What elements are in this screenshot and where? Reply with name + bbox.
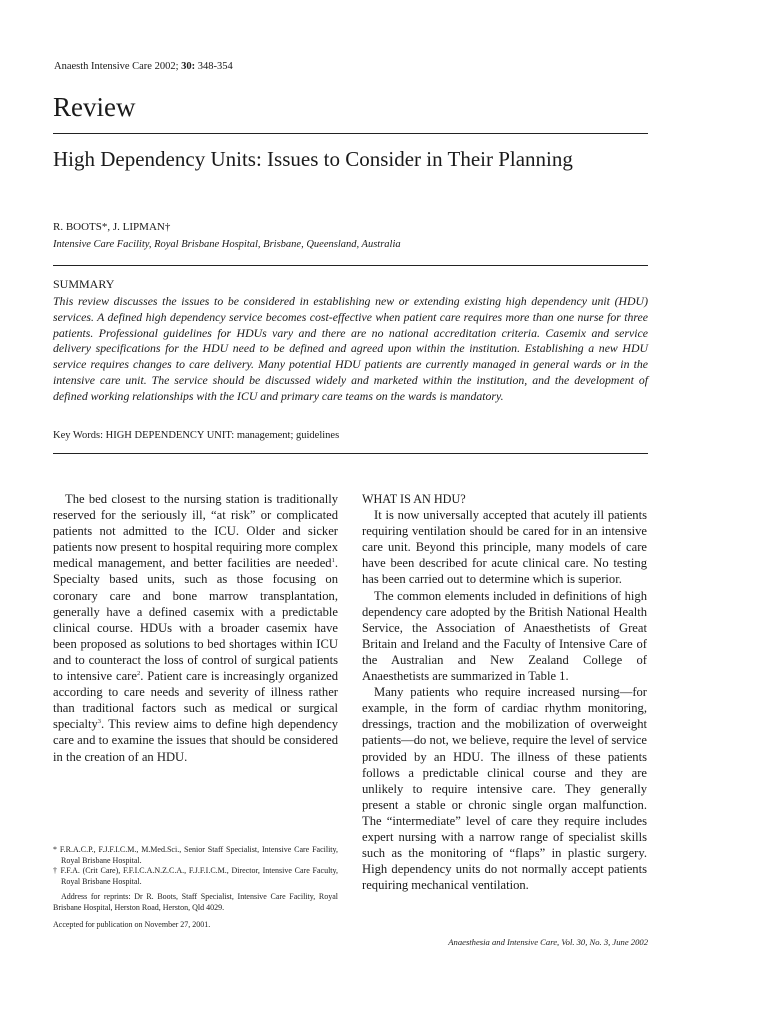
intro-paragraph (53, 491, 338, 765)
section-label: Review (53, 92, 136, 122)
header-divider (53, 133, 648, 134)
keywords: Key Words: HIGH DEPENDENCY UNIT: management; guidelines (53, 430, 340, 441)
reference-1: 1 (331, 557, 335, 565)
body-paragraph: The common elements included in definitions of high dependency care adopted by the British National Health Service, the Association of Anaesthetists of Great Britain and Ireland and the Faculty of Intensive Care of the Australian and New Zealand College of Anaesthetists are summarized in Table 1. (362, 588, 647, 684)
citation-pages: 348-354 (197, 61, 233, 72)
journal-footer: Anaesthesia and Intensive Care, Vol. 30, No. 3, June 2002 (448, 937, 648, 947)
article-title: High Dependency Units: Issues to Consider in Their Planning (53, 147, 573, 171)
reference-2: 2 (136, 669, 141, 677)
right-column (362, 491, 647, 893)
intro-text-3: . Patient care is increasingly organized according to care needs and severity of illness rather than traditional factors such as medical or surgical specialty (53, 669, 339, 732)
summary-top-divider (53, 265, 648, 266)
citation-volume: 30: (181, 61, 196, 72)
body-paragraph: It is now universally accepted that acutely ill patients requiring ventilation should be cared for in an intensive care unit. Beyond this principle, many models of care have been described for acute clinical care. No testing has been carried out to determine which is superior. (362, 508, 647, 587)
footnote-1: * F.R.A.C.P., F.J.F.I.C.M., M.Med.Sci., Senior Staff Specialist, Intensive Care Facility, Royal Brisbane Hospital. (53, 845, 338, 865)
abstract-text: This review discusses the issues to be considered in establishing new or extending existing high dependency unit (HDU) services. A defined high dependency service becomes cost-effective when patient care requires more than one nurse for three patients. Professional guidelines for HDUs vary and there are no national accreditation criteria. Casemix and service delivery specifications for the HDU need to be defined and agreed upon within the institution. Establishing a new HDU service requires changes to care delivery. Many potential HDU patients are currently managed in general wards or in the intensive care unit. The service should be discussed widely and marketed within the institution, and the development of defined working relationships with the ICU and primary care teams on the wards is mandatory. (53, 294, 648, 403)
intro-text-2: . Specialty based units, such as those focusing on coronary care and bone marrow transplantation, generally have a defined casemix with a predictable clinical course. HDUs with a broader casemix have been proposed as solutions to bed shortages within ICU and to counteract the loss of control of surgical patients to intensive care (53, 556, 338, 684)
affiliation: Intensive Care Facility, Royal Brisbane Hospital, Brisbane, Queensland, Australia (53, 239, 401, 250)
body-paragraph: Many patients who require increased nursing—for example, in the form of cardiac rhythm monitoring, dressings, traction and the mobilization of overweight patients—do not, we believe, require the level of service provided by an HDU. The illness of these patients follows a predictable clinical course and they are unlikely to require intensive care. They generally present a stable or chronic single organ malfunction. The “intermediate” level of care they require includes expert nursing with a narrow range of specialist skills such as the monitoring of “flaps” in plastic surgery. High dependency units do not normally accept patients requiring mechanical ventilation. (362, 685, 647, 893)
accepted-date: Accepted for publication on November 27, 2001. (53, 919, 211, 929)
footnote-2: † F.F.A. (Crit Care), F.F.I.C.A.N.Z.C.A., F.J.F.I.C.M., Director, Intensive Care Faculty, Royal Brisbane Hospital. (53, 866, 338, 886)
journal-citation (54, 61, 233, 72)
left-column (53, 491, 338, 765)
summary-bottom-divider (53, 453, 648, 454)
authors: R. BOOTS*, J. LIPMAN† (53, 221, 171, 233)
reprint-address: Address for reprints: Dr R. Boots, Staff Specialist, Intensive Care Facility, Royal Brisbane Hospital, Herston Road, Herston, Qld 4029. (53, 892, 338, 912)
citation-prefix: Anaesth Intensive Care 2002; (54, 61, 179, 72)
section-heading-what-is-hdu: WHAT IS AN HDU? (362, 492, 466, 506)
intro-text-4: . This review aims to define high dependency care and to examine the issues that should be considered in the creation of an HDU. (53, 717, 338, 764)
intro-text-1: The bed closest to the nursing station is traditionally reserved for the seriously ill, “at risk” or complicated patients not admitted to the ICU. Older and sicker patients now present to hospital requiring more complex medical management, and better facilities are needed (53, 492, 338, 571)
summary-heading: SUMMARY (53, 277, 115, 291)
reference-3: 3 (97, 718, 102, 726)
footnotes (53, 845, 338, 930)
